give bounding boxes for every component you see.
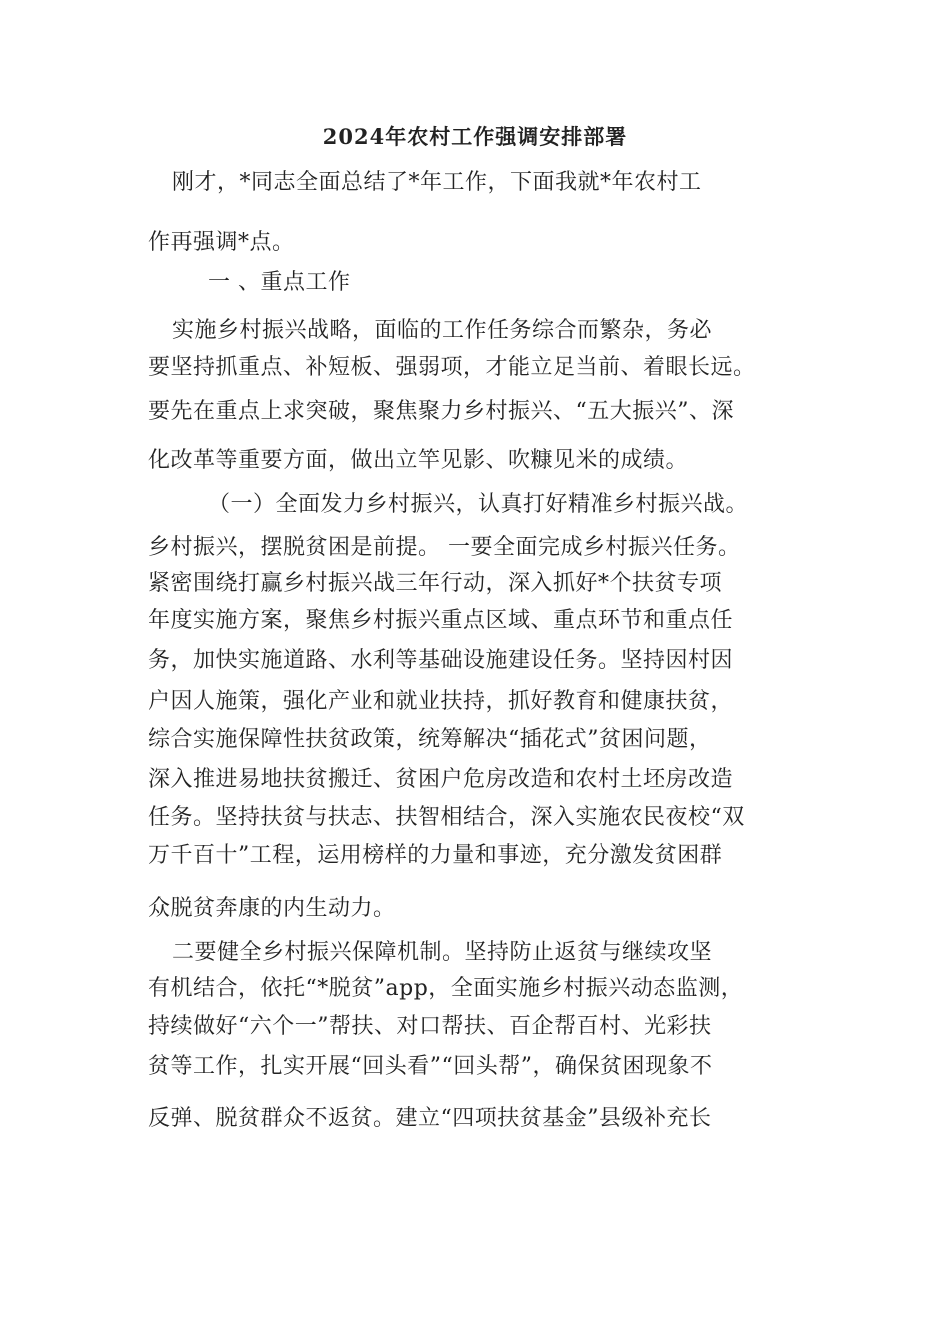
text-line: 化改革等重要方面，做出立竿见影、吹糠见米的成绩。: [148, 448, 689, 473]
text-line: 有机结合，依托“*脱贫”app，全面实施乡村振兴动态监测，: [148, 976, 744, 1001]
text-line: 务，加快实施道路、水利等基础设施建设任务。坚持因村因: [148, 648, 734, 673]
text-line: 要坚持抓重点、补短板、强弱项，才能立足当前、着眼长远。: [148, 355, 756, 380]
text-line: 要先在重点上求突破，聚焦聚力乡村振兴、“五大振兴”、深: [148, 399, 734, 424]
text-line: 实施乡村振兴战略，面临的工作任务综合而繁杂，务必: [172, 318, 713, 343]
text-line: 二要健全乡村振兴保障机制。坚持防止返贫与继续攻坚: [172, 940, 713, 965]
text-line: 紧密围绕打赢乡村振兴战三年行动，深入抓好*个扶贫专项: [148, 571, 723, 596]
text-line: 任务。坚持扶贫与扶志、扶智相结合，深入实施农民夜校“双: [148, 805, 745, 830]
section-heading: 一 、重点工作: [208, 270, 351, 295]
text-line: 作再强调*点。: [148, 230, 295, 255]
text-line: 年度实施方案，聚焦乡村振兴重点区域、重点环节和重点任: [148, 608, 734, 633]
text-line: 深入推进易地扶贫搬迁、贫困户危房改造和农村土坯房改造: [148, 767, 734, 792]
text-line: 刚才，*同志全面总结了*年工作，下面我就*年农村工: [172, 170, 702, 195]
document-title: 2024年农村工作强调安排部署: [322, 124, 628, 149]
text-line: 众脱贫奔康的内生动力。: [148, 896, 396, 921]
text-line: 综合实施保障性扶贫政策，统筹解决“插花式”贫困问题，: [148, 727, 712, 752]
text-line: 反弹、脱贫群众不返贫。建立“四项扶贫基金”县级补充长: [148, 1106, 712, 1131]
subsection-heading: （一）全面发力乡村振兴，认真打好精准乡村振兴战。: [208, 492, 749, 517]
text-line: 乡村振兴，摆脱贫困是前提。 一要全面完成乡村振兴任务。: [148, 535, 741, 560]
text-line: 贫等工作，扎实开展“回头看”“回头帮”，确保贫困现象不: [148, 1054, 713, 1079]
text-line: 持续做好“六个一”帮扶、对口帮扶、百企帮百村、光彩扶: [148, 1014, 712, 1039]
text-line: 户因人施策，强化产业和就业扶持，抓好教育和健康扶贫，: [148, 689, 734, 714]
text-line: 万千百十”工程，运用榜样的力量和事迹，充分激发贫困群: [148, 843, 723, 868]
